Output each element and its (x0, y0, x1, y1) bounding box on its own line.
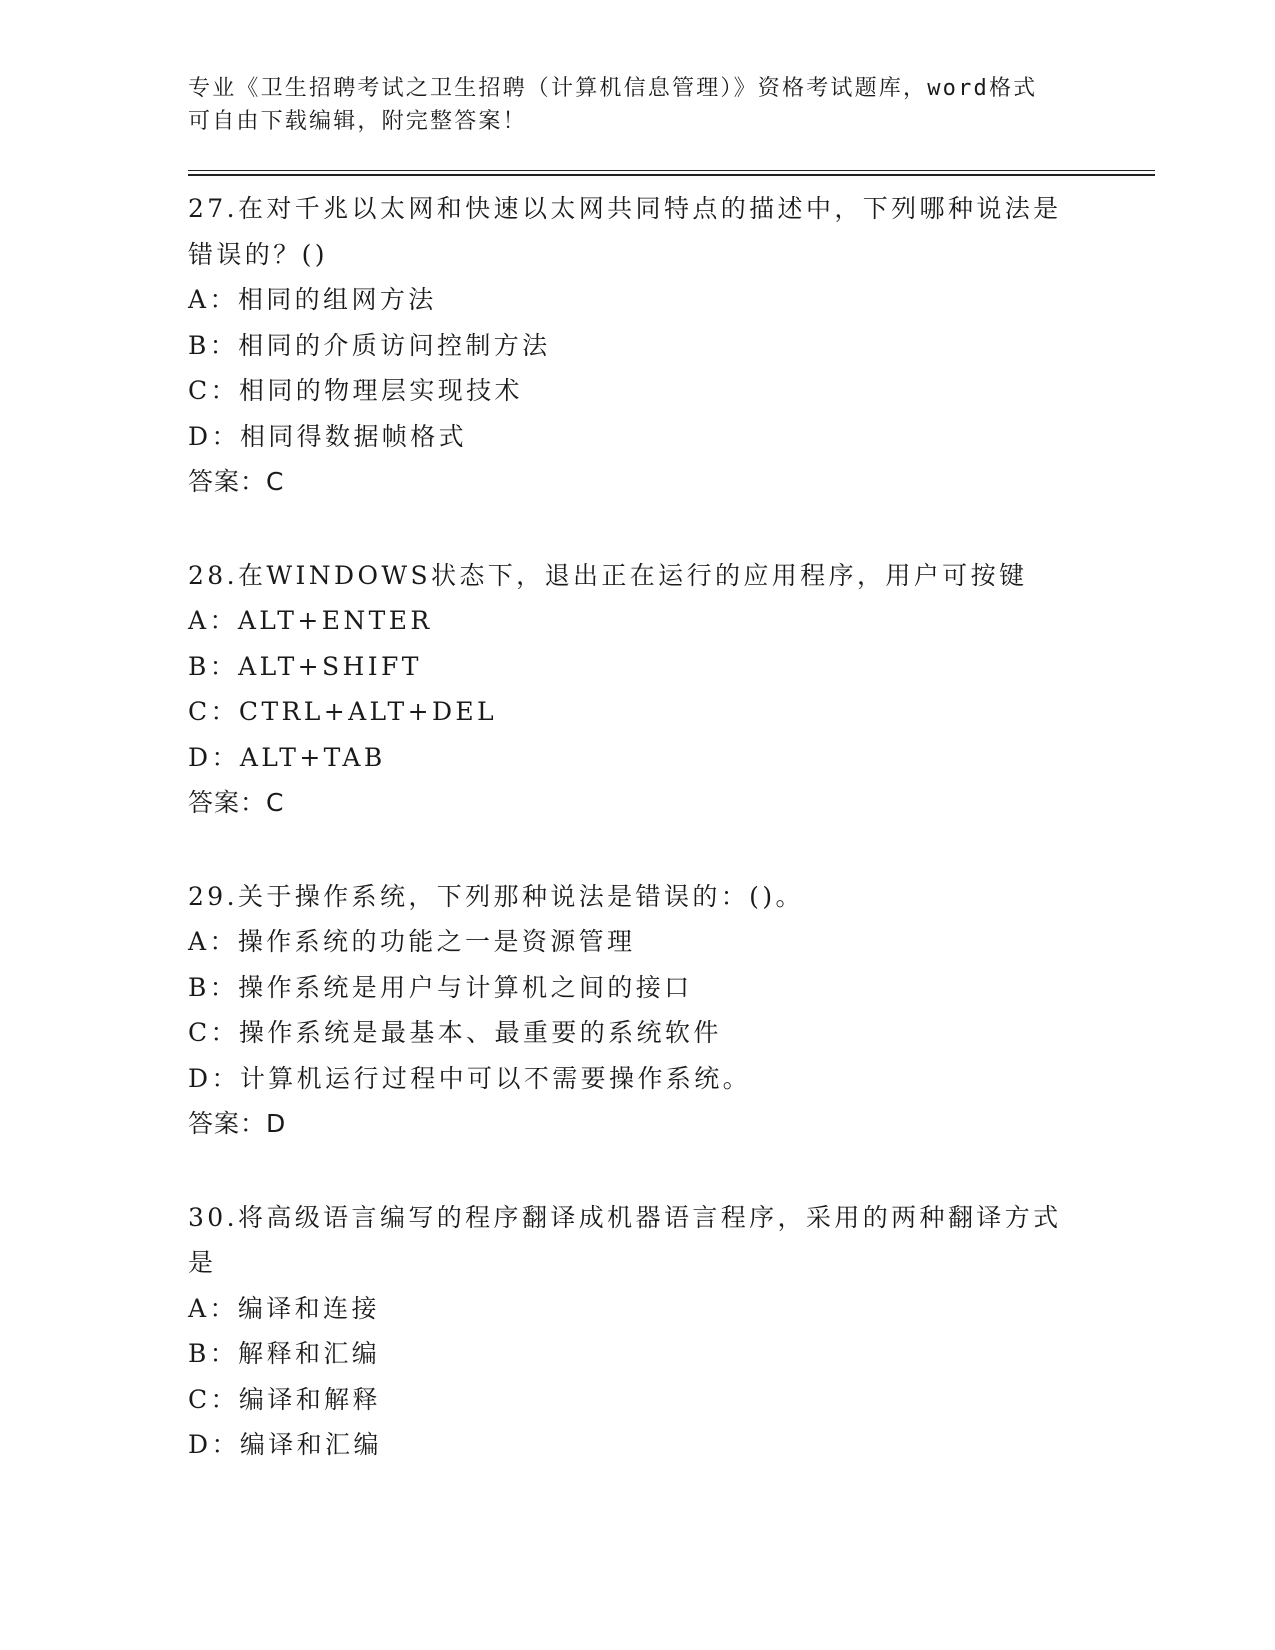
question-27 (188, 186, 1088, 505)
question-stem-line: 27.在对千兆以太网和快速以太网共同特点的描述中，下列哪种说法是 (188, 194, 1062, 223)
document-header (188, 72, 1088, 138)
header-line-2: 可自由下载编辑，附完整答案！ (188, 109, 527, 134)
option-c: C：编译和解释 (188, 1384, 381, 1414)
option-d: D：编译和汇编 (188, 1430, 382, 1459)
option-d: D：相同得数据帧格式 (188, 421, 468, 451)
answer-line: 答案：C (188, 788, 285, 817)
option-b: B：相同的介质访问控制方法 (188, 330, 551, 360)
answer-line: 答案：C (188, 467, 285, 496)
option-a: A：ALT+ENTER (188, 606, 433, 635)
option-a: A：操作系统的功能之一是资源管理 (188, 927, 636, 956)
option-b: B：解释和汇编 (188, 1339, 381, 1368)
question-spacer (188, 505, 1088, 553)
option-c: C：操作系统是最基本、最重要的系统软件 (188, 1018, 722, 1047)
option-c: C：相同的物理层实现技术 (188, 376, 523, 405)
question-list (188, 186, 1088, 1468)
header-divider-thin (188, 170, 1155, 171)
answer-line: 答案：D (188, 1109, 287, 1138)
question-stem-line: 错误的？() (188, 239, 328, 269)
question-spacer (188, 826, 1088, 874)
option-a: A：编译和连接 (188, 1293, 380, 1323)
option-c: C：CTRL+ALT+DEL (188, 697, 498, 726)
option-b: B：ALT+SHIFT (188, 651, 422, 681)
option-d: D：计算机运行过程中可以不需要操作系统。 (188, 1063, 752, 1093)
question-stem-line: 29.关于操作系统，下列那种说法是错误的：()。 (188, 881, 804, 911)
question-28 (188, 553, 1088, 826)
question-spacer (188, 1147, 1088, 1195)
question-stem-line: 30.将高级语言编写的程序翻译成机器语言程序，采用的两种翻译方式 (188, 1202, 1062, 1232)
option-d: D：ALT+TAB (188, 742, 386, 772)
question-30 (188, 1195, 1088, 1468)
header-divider-thick (188, 174, 1155, 176)
question-stem-line: 28.在WINDOWS状态下，退出正在运行的应用程序，用户可按键 (188, 560, 1028, 590)
header-line-1: 专业《卫生招聘考试之卫生招聘（计算机信息管理）》资格考试题库，word格式 (188, 76, 1038, 101)
option-b: B：操作系统是用户与计算机之间的接口 (188, 972, 693, 1002)
question-stem-line: 是 (188, 1248, 217, 1277)
option-a: A：相同的组网方法 (188, 285, 437, 314)
question-29 (188, 874, 1088, 1147)
